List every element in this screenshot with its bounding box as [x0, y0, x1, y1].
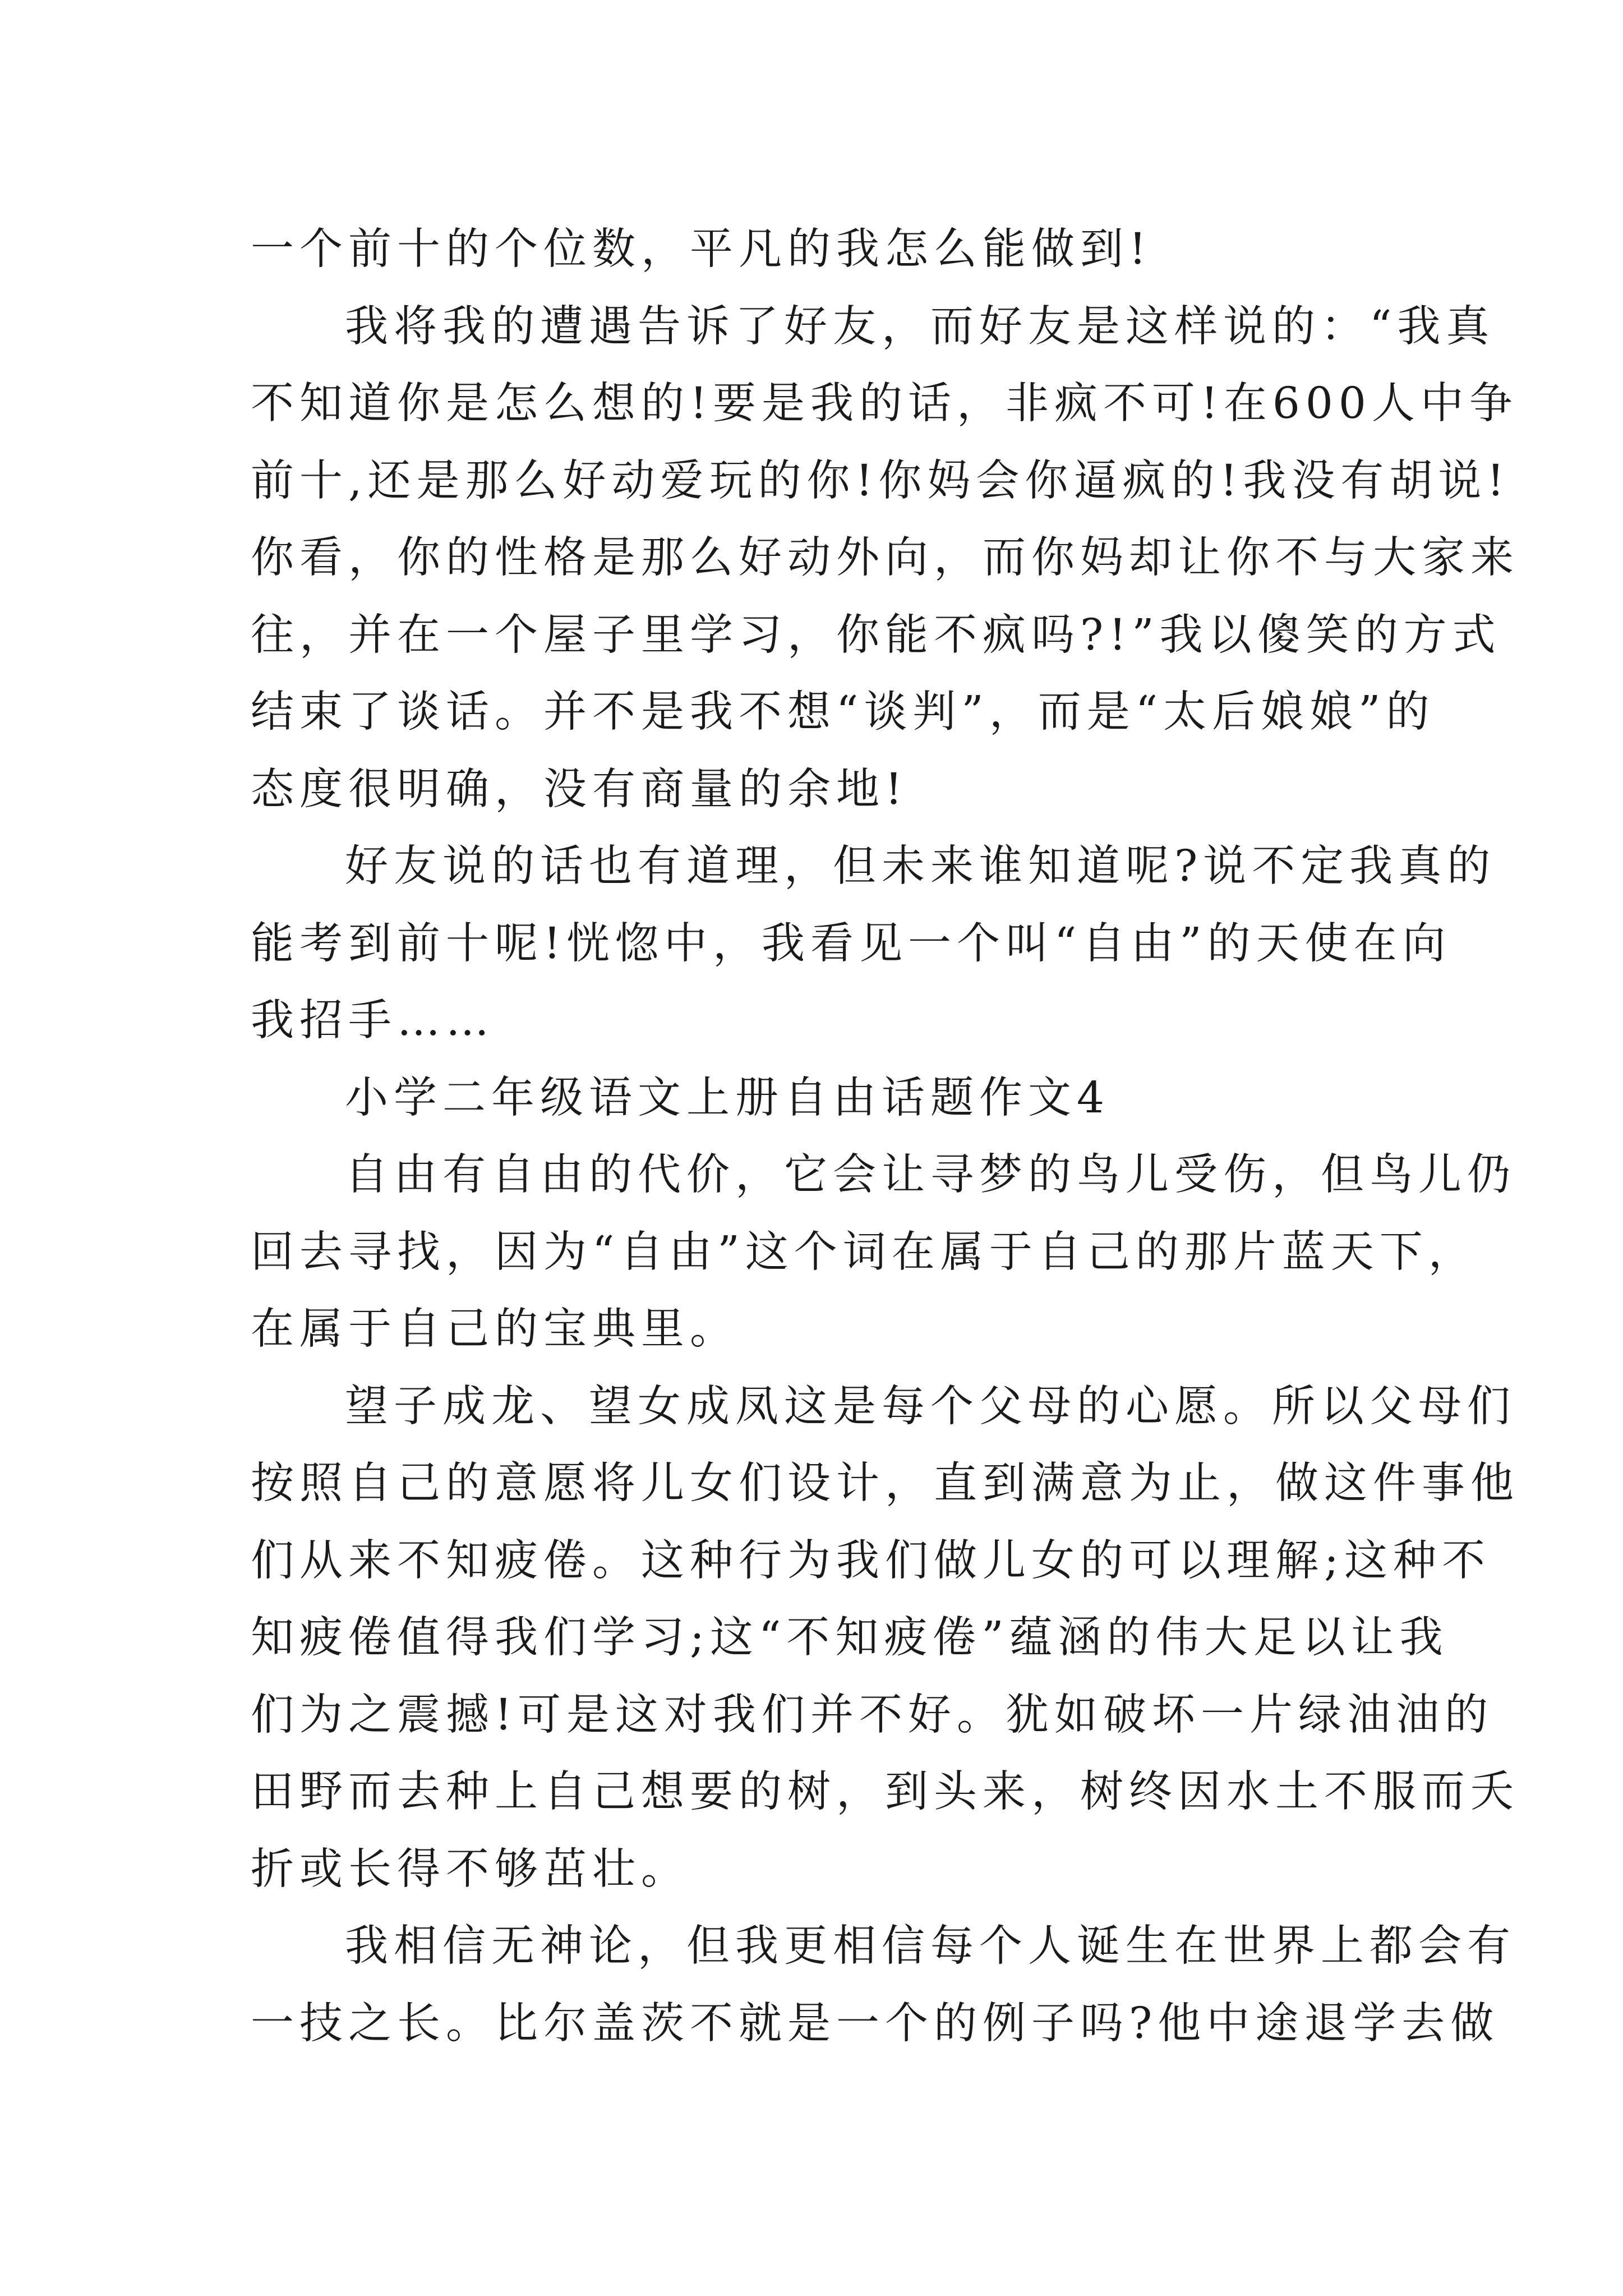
text-line: 折或长得不够茁壮。 — [251, 1844, 690, 1894]
text-line: 前十,还是那么好动爱玩的你!你妈会你逼疯的!我没有胡说! — [251, 455, 1510, 506]
text-line: 们为之震撼!可是这对我们并不好。犹如破坏一片绿油油的 — [251, 1690, 1493, 1740]
text-line: 我将我的遭遇告诉了好友，而好友是这样说的：“我真 — [345, 301, 1495, 352]
text-line: 按照自己的意愿将儿女们设计，直到满意为止，做这件事他 — [251, 1458, 1519, 1508]
text-line: 在属于自己的宝典里。 — [251, 1304, 739, 1354]
text-line: 我相信无神论，但我更相信每个人诞生在世界上都会有 — [345, 1921, 1516, 1971]
text-line: 望子成龙、望女成凤这是每个父母的心愿。所以父母们 — [345, 1381, 1516, 1432]
text-line: 好友说的话也有道理，但未来谁知道呢?说不定我真的 — [345, 841, 1496, 891]
text-line: 态度很明确，没有商量的余地! — [251, 764, 908, 815]
text-line: 们从来不知疲倦。这种行为我们做儿女的可以理解;这种不 — [251, 1535, 1491, 1586]
text-line: 田野而去种上自己想要的树，到头来，树终因水土不服而夭 — [251, 1767, 1519, 1817]
text-line: 知疲倦值得我们学习;这“不知疲倦”蕴涵的伟大足以让我 — [251, 1613, 1449, 1663]
text-line: 一技之长。比尔盖茨不就是一个的例子吗?他中途退学去做 — [251, 1998, 1500, 2049]
text-line: 你看，你的性格是那么好动外向，而你妈却让你不与大家来 — [251, 533, 1519, 583]
text-line: 回去寻找，因为“自由”这个词在属于自己的那片蓝天下， — [251, 1227, 1477, 1277]
text-line: 结束了谈话。并不是我不想“谈判”，而是“太后娘娘”的 — [251, 687, 1435, 737]
text-line: 能考到前十呢!恍惚中，我看见一个叫“自由”的天使在向 — [251, 918, 1451, 969]
text-line: 往，并在一个屋子里学习，你能不疯吗?!”我以傻笑的方式 — [251, 610, 1501, 660]
text-line: 一个前十的个位数，平凡的我怎么能做到! — [251, 224, 1152, 274]
text-line: 自由有自由的代价，它会让寻梦的鸟儿受伤，但鸟儿仍 — [345, 1150, 1516, 1200]
text-line: 不知道你是怎么想的!要是我的话，非疯不可!在600人中争 — [251, 379, 1518, 429]
text-line: 我招手…… — [251, 996, 495, 1046]
section-heading: 小学二年级语文上册自由话题作文4 — [345, 1073, 1110, 1123]
document-body — [251, 211, 1519, 2062]
